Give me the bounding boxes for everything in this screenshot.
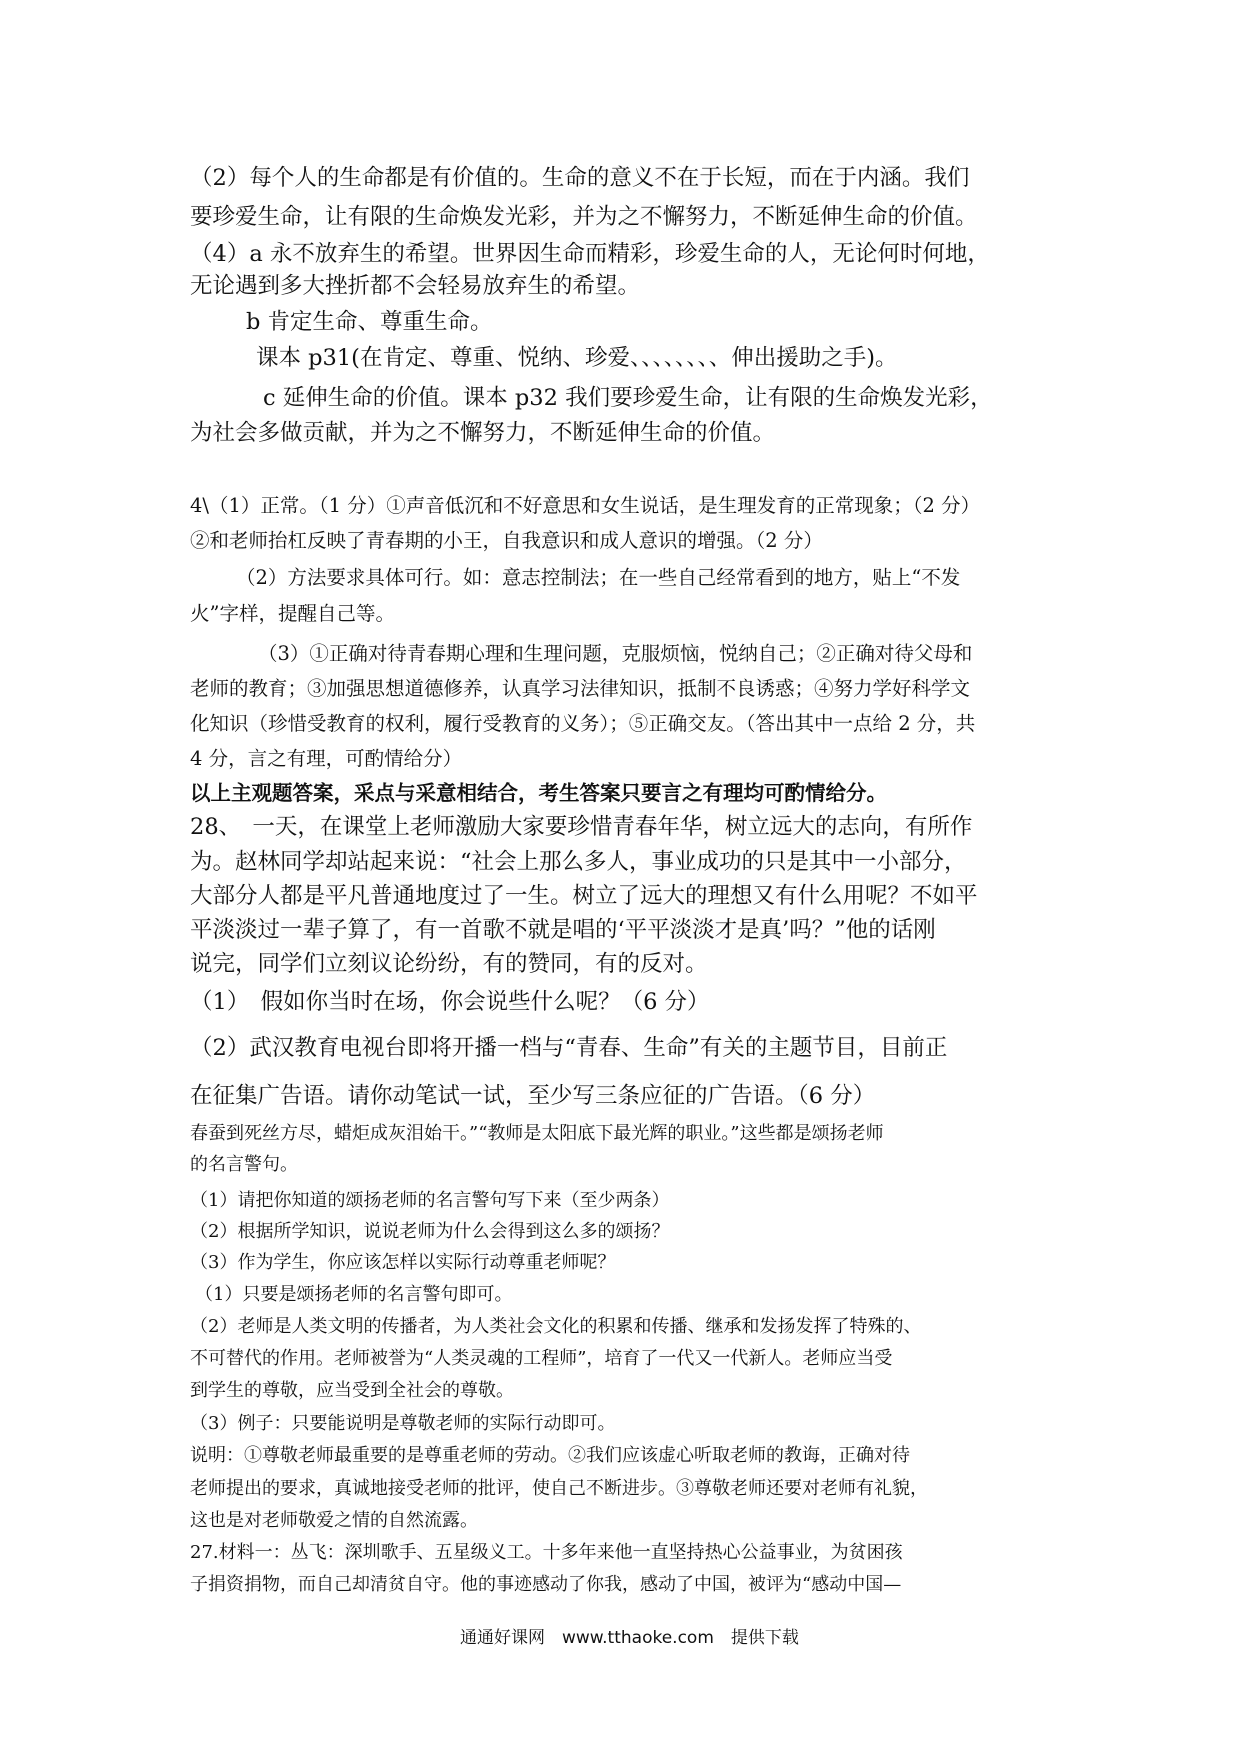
- text-line: 春蚕到死丝方尽，蜡炬成灰泪始干。”“教师是太阳底下最光辉的职业。”这些都是颂扬老师: [190, 1123, 884, 1144]
- text-line: 在征集广告语。请你动笔试一试，至少写三条应征的广告语。（6 分）: [190, 1083, 876, 1109]
- text-line: （1） 假如你当时在场，你会说些什么呢？（6 分）: [190, 989, 710, 1015]
- text-line: （3）作为学生，你应该怎样以实际行动尊重老师呢？: [190, 1252, 616, 1273]
- text-line: （2）武汉教育电视台即将开播一档与“青春、生命”有关的主题节目，目前正: [190, 1035, 948, 1061]
- text-line: 要珍爱生命，让有限的生命焕发光彩，并为之不懈努力，不断延伸生命的价值。: [190, 204, 978, 230]
- text-line: （4）a 永不放弃生的希望。世界因生命而精彩，珍爱生命的人，无论何时何地，: [190, 241, 990, 267]
- text-line: 无论遇到多大挫折都不会轻易放弃生的希望。: [190, 273, 641, 299]
- text-line: 子捐资捐物，而自己却清贫自守。他的事迹感动了你我，感动了中国，被评为“感动中国—: [190, 1574, 902, 1595]
- text-line: （1）请把你知道的颂扬老师的名言警句写下来（至少两条）: [190, 1190, 670, 1211]
- text-line: （2）老师是人类文明的传播者，为人类社会文化的积累和传播、继承和发扬发挥了特殊的、: [190, 1316, 922, 1337]
- footer-source: 通通好课网 www.tthaoke.com 提供下载: [460, 1628, 799, 1648]
- text-line: 大部分人都是平凡普通地度过了一生。树立了远大的理想又有什么用呢？不如平: [190, 883, 978, 909]
- text-line: 火”字样，提醒自己等。: [190, 602, 395, 625]
- text-line: （3）例子：只要能说明是尊敬老师的实际行动即可。: [190, 1413, 616, 1434]
- text-line: 老师的教育；③加强思想道德修养，认真学习法律知识，抵制不良诱惑；④努力学好科学文: [190, 677, 971, 700]
- text-line: 为。赵林同学却站起来说：“社会上那么多人，事业成功的只是其中一小部分，: [190, 849, 967, 875]
- text-line: （2）每个人的生命都是有价值的。生命的意义不在于长短，而在于内涵。我们: [190, 165, 970, 191]
- text-line: 说完，同学们立刻议论纷纷，有的赞同，有的反对。: [190, 951, 708, 977]
- text-line: 4 分，言之有理，可酌情给分）: [190, 747, 463, 770]
- text-line: （2）根据所学知识，说说老师为什么会得到这么多的颂扬？: [190, 1221, 670, 1242]
- scoring-note: 以上主观题答案，采点与采意相结合，考生答案只要言之有理均可酌情给分。: [190, 781, 887, 805]
- text-line: 到学生的尊敬，应当受到全社会的尊敬。: [190, 1380, 514, 1401]
- text-line: 课本 p31(在肯定、尊重、悦纳、珍爱、、、、、、、、伸出援助之手)。: [256, 345, 898, 371]
- text-line: 说明：①尊敬老师最重要的是尊重老师的劳动。②我们应该虚心听取老师的教诲，正确对待: [190, 1445, 910, 1466]
- text-line: 4\（1）正常。（1 分）①声音低沉和不好意思和女生说话，是生理发育的正常现象；（2 分）: [190, 494, 981, 517]
- text-line: ②和老师抬杠反映了青春期的小王，自我意识和成人意识的增强。（2 分）: [190, 529, 823, 552]
- text-line: （1）只要是颂扬老师的名言警句即可。: [195, 1284, 513, 1305]
- text-line: 这也是对老师敬爱之情的自然流露。: [190, 1510, 478, 1531]
- text-line: c 延伸生命的价值。课本 p32 我们要珍爱生命，让有限的生命焕发光彩，: [263, 385, 993, 411]
- text-line: 不可替代的作用。老师被誉为“人类灵魂的工程师”，培育了一代又一代新人。老师应当受: [190, 1348, 893, 1369]
- text-line: 28、 一天，在课堂上老师激励大家要珍惜青春年华，树立远大的志向，有所作: [190, 814, 973, 840]
- text-line: （3）①正确对待青春期心理和生理问题，克服烦恼，悦纳自己；②正确对待父母和: [258, 642, 973, 665]
- text-line: 老师提出的要求，真诚地接受老师的批评，使自己不断进步。③尊敬老师还要对老师有礼貌，: [190, 1478, 928, 1499]
- text-line: 27.材料一：丛飞：深圳歌手、五星级义工。十多年来他一直坚持热心公益事业，为贫困孩: [190, 1542, 903, 1563]
- text-line: 化知识（珍惜受教育的权利，履行受教育的义务）；⑤正确交友。（答出其中一点给 2 分，共: [190, 712, 976, 735]
- text-line: 平淡淡过一辈子算了，有一首歌不就是唱的‘平平淡淡才是真’吗？”他的话刚: [190, 917, 936, 943]
- text-line: b 肯定生命、尊重生命。: [246, 309, 493, 335]
- text-line: 的名言警句。: [190, 1154, 298, 1175]
- text-line: （2）方法要求具体可行。如：意志控制法；在一些自己经常看到的地方，贴上“不发: [236, 566, 961, 589]
- text-line: 为社会多做贡献，并为之不懈努力，不断延伸生命的价值。: [190, 420, 776, 446]
